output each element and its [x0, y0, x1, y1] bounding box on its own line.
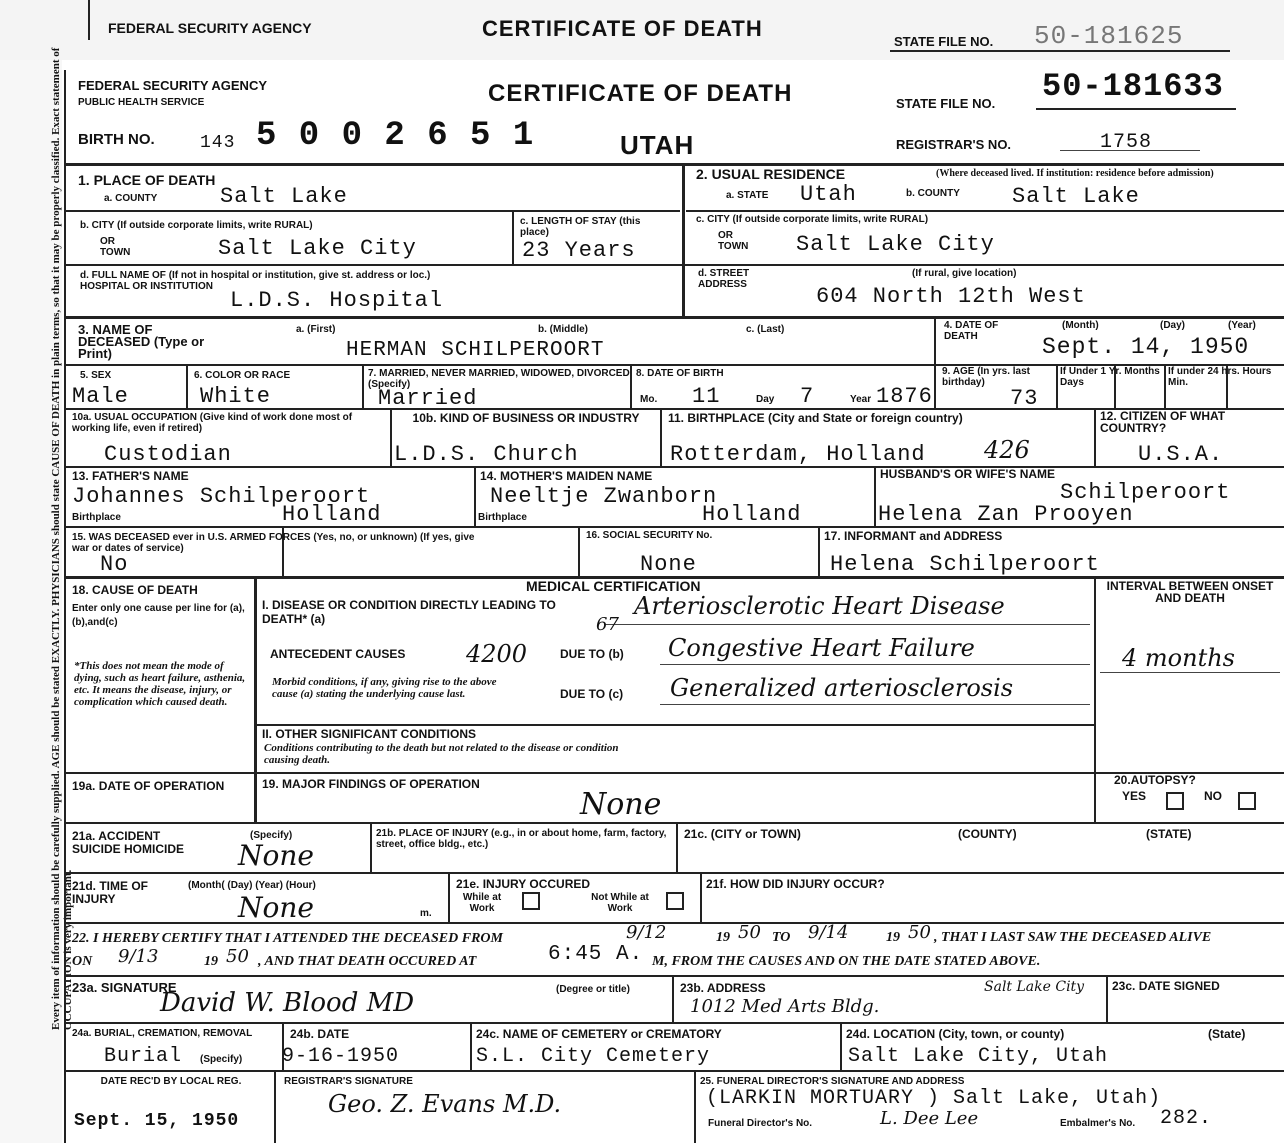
forces: No — [100, 552, 129, 577]
date-signed-label: 23c. DATE SIGNED — [1112, 979, 1220, 993]
street-note: (If rural, give location) — [912, 268, 1017, 279]
antecedent-code: 4200 — [466, 640, 528, 668]
informant-label: 17. INFORMANT and ADDRESS — [824, 529, 1003, 543]
interval-rule — [1100, 672, 1280, 673]
injury-occurred-label: 21e. INJURY OCCURED — [456, 877, 591, 891]
physician-address-city: Salt Lake City — [984, 979, 1085, 995]
registrar-no-label: REGISTRAR'S NO. — [896, 137, 1012, 152]
line-ii-label: II. OTHER SIGNIFICANT CONDITIONS — [262, 727, 477, 741]
cert-from-year: 50 — [738, 922, 761, 943]
v-stay — [512, 210, 514, 264]
deceased-name: HERMAN SCHILPEROORT — [346, 339, 605, 362]
v-age1 — [1056, 364, 1058, 408]
mother-birthplace: Holland — [702, 502, 802, 527]
place-of-death-label: 1. PLACE OF DEATH — [78, 172, 216, 188]
race: White — [200, 384, 272, 409]
location-state-label: (State) — [1208, 1027, 1246, 1041]
dob-day-label: Day — [756, 394, 775, 405]
res-state: Utah — [800, 182, 857, 207]
address-label: 23b. ADDRESS — [680, 981, 766, 995]
cert-on-year-prefix: 19 — [204, 954, 218, 969]
code-mark: 67 — [596, 614, 619, 635]
res-state-label: a. STATE — [726, 190, 769, 201]
father-birthplace: Holland — [282, 502, 382, 527]
burial-date: 9-16-1950 — [282, 1045, 400, 1068]
cert-on-label: ON — [72, 954, 93, 969]
cert-to-year-prefix: 19 — [886, 930, 900, 945]
stamp-number: 5 0 0 2 6 5 1 — [256, 117, 535, 155]
degree-label: (Degree or title) — [556, 984, 630, 995]
due-b-label: DUE TO (b) — [560, 647, 624, 661]
embalmer-label: Embalmer's No. — [1060, 1118, 1136, 1129]
dob-label: 8. DATE OF BIRTH — [636, 368, 724, 379]
stay-label: c. LENGTH OF STAY (this place) — [520, 216, 641, 238]
res-city-label: c. CITY (If outside corporate limits, write RURAL) — [696, 214, 929, 225]
v-bus — [660, 408, 662, 466]
v-reg1 — [274, 1070, 276, 1143]
res-county-label: b. COUNTY — [906, 188, 960, 199]
race-label: 6. COLOR OR RACE — [194, 370, 291, 381]
cert-line2b: M, FROM THE CAUSES AND ON THE DATE STATED ABOVE. — [652, 954, 1041, 969]
cert-to-year: 50 — [908, 922, 931, 943]
v-bur3 — [840, 1022, 842, 1070]
v-inj2 — [676, 822, 678, 872]
marital: Married — [378, 386, 478, 411]
burial-location: Salt Lake City, Utah — [848, 1045, 1109, 1068]
cause-note: Enter only one cause per line for (a), (b),and(c) — [72, 603, 245, 628]
business-label: 10b. KIND OF BUSINESS OR INDUSTRY — [412, 411, 640, 425]
service: PUBLIC HEALTH SERVICE — [78, 97, 205, 108]
registrar-signature: Geo. Z. Evans M.D. — [328, 1090, 562, 1118]
cemetery: S.L. City Cemetery — [476, 1045, 711, 1068]
funeral-director-no-label: Funeral Director's No. — [708, 1118, 813, 1129]
v-race — [362, 364, 364, 408]
embalmer-no: 282. — [1160, 1107, 1213, 1130]
back-file-no: 50-181625 — [1034, 21, 1184, 51]
back-rule — [890, 50, 1230, 52]
burial-date-label: 24b. DATE — [290, 1027, 350, 1041]
injury-time-label: 21d. TIME OF INJURY — [72, 879, 149, 906]
res-city: Salt Lake City — [796, 232, 995, 257]
line-ii-note: Conditions contributing to the death but not related to the disease or condition causing death. — [264, 742, 619, 766]
state-name: UTAH — [620, 130, 695, 160]
date-of-death: Sept. 14, 1950 — [1042, 334, 1250, 360]
rule-14 — [64, 1070, 1284, 1072]
registrar-signature-label: REGISTRAR'S SIGNATURE — [284, 1076, 413, 1087]
received-label: DATE REC'D BY LOCAL REG. — [100, 1076, 242, 1087]
rule-2a — [686, 210, 1284, 212]
cert-to-date: 9/14 — [808, 922, 849, 943]
autopsy-no-checkbox[interactable] — [1238, 792, 1256, 810]
mother: Neeltje Zwanborn — [490, 484, 718, 509]
cause-b-rule — [660, 664, 1090, 665]
sex-label: 5. SEX — [80, 370, 112, 381]
rule-9 — [64, 822, 1284, 824]
cert-to-label: TO — [772, 930, 791, 945]
not-work-label: Not While at Work — [591, 892, 649, 914]
v-ssn — [578, 526, 580, 576]
rule-1b — [64, 264, 1284, 266]
dob-year-label: Year — [850, 394, 872, 405]
findings: None — [580, 787, 662, 822]
business: L.D.S. Church — [394, 442, 579, 467]
interval-label: INTERVAL BETWEEN ONSET AND DEATH — [1106, 579, 1274, 605]
last-label: c. (Last) — [746, 324, 785, 335]
injury-county-label: (COUNTY) — [958, 827, 1017, 841]
under1-label: If Under 1 Yr. Months Days — [1060, 366, 1160, 388]
stay: 23 Years — [522, 238, 636, 263]
name-label: 3. NAME OF DECEASED (Type or Print) — [78, 322, 205, 361]
pod-or-town: OR TOWN — [100, 236, 131, 258]
findings-label: 19. MAJOR FINDINGS OF OPERATION — [262, 777, 480, 791]
burial-method: Burial — [104, 1045, 183, 1068]
cert-time: 6:45 A. — [548, 943, 644, 966]
v-cause — [254, 576, 257, 822]
birth-label: BIRTH NO. — [78, 131, 155, 148]
cert-on-year: 50 — [226, 946, 249, 967]
back-agency: FEDERAL SECURITY AGENCY — [108, 20, 312, 36]
form-left-border — [64, 70, 66, 1143]
autopsy-yes-label: YES — [1122, 789, 1147, 803]
injury-state-label: (STATE) — [1146, 827, 1192, 841]
accident: None — [238, 839, 314, 872]
rule-2 — [64, 316, 1284, 319]
v-addr — [1106, 975, 1108, 1022]
dod-year-label: (Year) — [1228, 320, 1256, 331]
not-work-checkbox[interactable] — [666, 892, 684, 910]
back-title: CERTIFICATE OF DEATH — [482, 16, 763, 41]
forces-label: 15. WAS DECEASED ever in U.S. ARMED FORCES (Yes, no, or unknown) (If yes, give war or dates of service) — [72, 532, 475, 554]
at-work-checkbox[interactable] — [522, 892, 540, 910]
mother-label: 14. MOTHER'S MAIDEN NAME — [480, 469, 653, 483]
cause-label: 18. CAUSE OF DEATH — [72, 583, 198, 597]
v-mid-top — [682, 163, 685, 316]
cert-line1b: , THAT I LAST SAW THE DECEASED ALIVE — [934, 930, 1212, 945]
cert-from-year-prefix: 19 — [716, 930, 730, 945]
rule-1a — [64, 210, 680, 212]
ssn: None — [640, 552, 697, 577]
injury-m-label: m. — [420, 908, 432, 919]
ssn-label: 16. SOCIAL SECURITY No. — [586, 530, 713, 541]
residence-note: (Where deceased lived. If institution: residence before admission) — [936, 168, 1214, 179]
location-label: 24d. LOCATION (City, town, or county) — [846, 1027, 1065, 1041]
registrar-no: 1758 — [1100, 131, 1153, 154]
v-occ — [390, 408, 392, 466]
dob-year: 1876 — [876, 384, 933, 409]
rule-13 — [64, 1022, 1284, 1024]
v-inf — [818, 526, 820, 576]
spouse-label: HUSBAND'S OR WIFE'S NAME — [880, 467, 1056, 481]
v-bur2 — [470, 1022, 472, 1070]
cert-line1a: 22. I HEREBY CERTIFY THAT I ATTENDED THE DECEASED FROM — [72, 931, 503, 946]
v-interval — [1094, 576, 1096, 822]
medical-heading: MEDICAL CERTIFICATION — [526, 578, 701, 594]
funeral-director-signature: L. Dee Lee — [880, 1108, 979, 1129]
injury-time: None — [238, 891, 314, 924]
state-file-rule — [1036, 108, 1236, 110]
v-date — [934, 316, 936, 408]
margin-instructions: Every item of information should be carefully supplied. AGE should be stated EXACTLY. PHYSICIANS should state CAUSE OF DEATH in plain terms, so that it may be properly classified. Exact statement of OCCUPATION is very important. — [50, 47, 74, 1030]
antecedent-label: ANTECEDENT CAUSES — [270, 647, 406, 661]
cause-c: Generalized arteriosclerosis — [670, 674, 1014, 702]
physician-address: 1012 Med Arts Bldg. — [690, 996, 880, 1017]
received-date: Sept. 15, 1950 — [74, 1111, 240, 1131]
at-work-label: While at Work — [462, 892, 502, 914]
v-birth — [1094, 408, 1096, 466]
injury-time-cols: (Month( (Day) (Year) (Hour) — [188, 880, 316, 891]
funeral-label: 25. FUNERAL DIRECTOR'S SIGNATURE AND ADDRESS — [700, 1076, 965, 1087]
funeral-director: (LARKIN MORTUARY ) Salt Lake, Utah) — [706, 1087, 1162, 1110]
morbid-note: Morbid conditions, if any, giving rise to the above cause (a) stating the underlying cause last. — [272, 676, 497, 700]
citizen: U.S.A. — [1138, 442, 1224, 467]
pod-county-label: a. COUNTY — [104, 193, 158, 204]
registrar-rule — [1060, 150, 1200, 151]
sex: Male — [72, 384, 129, 409]
form-title: CERTIFICATE OF DEATH — [488, 80, 793, 107]
autopsy-yes-checkbox[interactable] — [1166, 792, 1184, 810]
v-mother — [874, 466, 876, 526]
state-file-label: STATE FILE NO. — [896, 96, 996, 111]
mother-birthplace-label: Birthplace — [478, 512, 527, 523]
accident-label: 21a. ACCIDENT SUICIDE HOMICIDE — [72, 829, 185, 856]
father: Johannes Schilperoort — [72, 484, 371, 509]
rule-10 — [64, 872, 1284, 874]
pod-city: Salt Lake City — [218, 236, 417, 261]
citizen-label: 12. CITIZEN OF WHAT COUNTRY? — [1100, 409, 1226, 435]
cert-line2a: , AND THAT DEATH OCCURED AT — [258, 954, 477, 969]
line-i-label: I. DISEASE OR CONDITION DIRECTLY LEADING TO DEATH* (a) — [262, 598, 556, 626]
dod-label: 4. DATE OF DEATH — [944, 320, 999, 342]
interval: 4 months — [1122, 644, 1235, 672]
rule-top — [64, 163, 1284, 166]
pod-county: Salt Lake — [220, 184, 348, 209]
marital-label: 7. MARRIED, NEVER MARRIED, WIDOWED, DIVORCED (Specify) — [368, 368, 630, 390]
back-file-label: STATE FILE NO. — [894, 34, 994, 49]
agency: FEDERAL SECURITY AGENCY — [78, 78, 268, 93]
pod-city-label: b. CITY (If outside corporate limits, write RURAL) — [80, 220, 313, 231]
v-father — [474, 466, 476, 526]
burial-specify-label: (Specify) — [200, 1054, 243, 1065]
cause-b: Congestive Heart Failure — [668, 634, 975, 662]
informant: Helena Schilperoort — [830, 552, 1100, 577]
rule-8 — [64, 772, 1284, 774]
first-label: a. (First) — [296, 324, 336, 335]
birthplace-code: 426 — [984, 436, 1030, 464]
injury-city-label: 21c. (CITY or TOWN) — [684, 827, 801, 841]
injury-place-label: 21b. PLACE OF INJURY (e.g., in or about home, farm, factory, street, office bldg., etc.) — [376, 828, 667, 850]
physician-signature: David W. Blood MD — [160, 988, 415, 1018]
street: 604 North 12th West — [816, 284, 1086, 309]
autopsy-label: 20.AUTOPSY? — [1114, 773, 1196, 787]
age: 73 — [1010, 386, 1039, 411]
back-sheet-edge — [88, 0, 90, 40]
burial-method-label: 24a. BURIAL, CREMATION, REMOVAL — [72, 1028, 253, 1039]
spouse-2: Helena Zan Prooyen — [878, 502, 1134, 527]
injury-how-label: 21f. HOW DID INJURY OCCUR? — [706, 877, 885, 891]
dob-mo-label: Mo. — [640, 394, 658, 405]
autopsy-no-label: NO — [1204, 789, 1222, 803]
birth-no: 143 — [200, 133, 236, 153]
due-c-label: DUE TO (c) — [560, 687, 624, 701]
cert-from-date: 9/12 — [626, 922, 667, 943]
under24-label: If under 24 hrs. Hours Min. — [1168, 366, 1272, 388]
occupation-label: 10a. USUAL OCCUPATION (Give kind of work done most of working life, even if retired) — [72, 412, 353, 434]
birthplace: Rotterdam, Holland — [670, 442, 926, 467]
dob-day: 7 — [800, 384, 815, 409]
v-marital — [630, 364, 632, 408]
middle-label: b. (Middle) — [538, 324, 588, 335]
cause-a: Arteriosclerotic Heart Disease — [634, 592, 1005, 620]
dob-mo: 11 — [692, 384, 721, 409]
dod-day-label: (Day) — [1160, 320, 1186, 331]
hospital: L.D.S. Hospital — [230, 288, 444, 313]
street-label: d. STREET ADDRESS — [698, 268, 750, 290]
hospital-label: d. FULL NAME OF (If not in hospital or institution, give st. address or loc.) HOSPITAL OR INSTITUTION — [80, 270, 431, 292]
spouse-1: Schilperoort — [1060, 480, 1231, 505]
father-label: 13. FATHER'S NAME — [72, 469, 189, 483]
v-reg2 — [694, 1070, 696, 1143]
operation-date-label: 19a. DATE OF OPERATION — [72, 779, 225, 793]
rule-ii — [254, 724, 1094, 726]
signature-label: 23a. SIGNATURE — [72, 980, 177, 995]
dod-month-label: (Month) — [1062, 320, 1099, 331]
v-inj1 — [370, 822, 372, 872]
rule-12 — [64, 975, 1284, 977]
age-label: 9. AGE (In yrs. last birthday) — [942, 366, 1030, 388]
cause-c-rule — [660, 704, 1090, 705]
res-county: Salt Lake — [1012, 184, 1140, 209]
accident-specify-label: (Specify) — [250, 830, 293, 841]
v-sig — [672, 975, 674, 1022]
cemetery-label: 24c. NAME OF CEMETERY or CREMATORY — [476, 1027, 722, 1041]
birthplace-label: 11. BIRTHPLACE (City and State or foreign country) — [668, 411, 963, 425]
cause-italic-note: *This does not mean the mode of dying, such as heart failure, asthenia, etc. It means the disease, injury, or complication which caused death. — [74, 660, 246, 708]
occupation: Custodian — [104, 442, 232, 467]
cause-a-rule — [604, 624, 1090, 625]
cert-on-date: 9/13 — [118, 946, 159, 967]
state-file-no: 50-181633 — [1042, 68, 1224, 105]
residence-label: 2. USUAL RESIDENCE — [696, 166, 846, 182]
v-sex — [186, 364, 188, 408]
v-inj4 — [700, 872, 702, 922]
res-or-town: OR TOWN — [718, 230, 749, 252]
father-birthplace-label: Birthplace — [72, 512, 121, 523]
